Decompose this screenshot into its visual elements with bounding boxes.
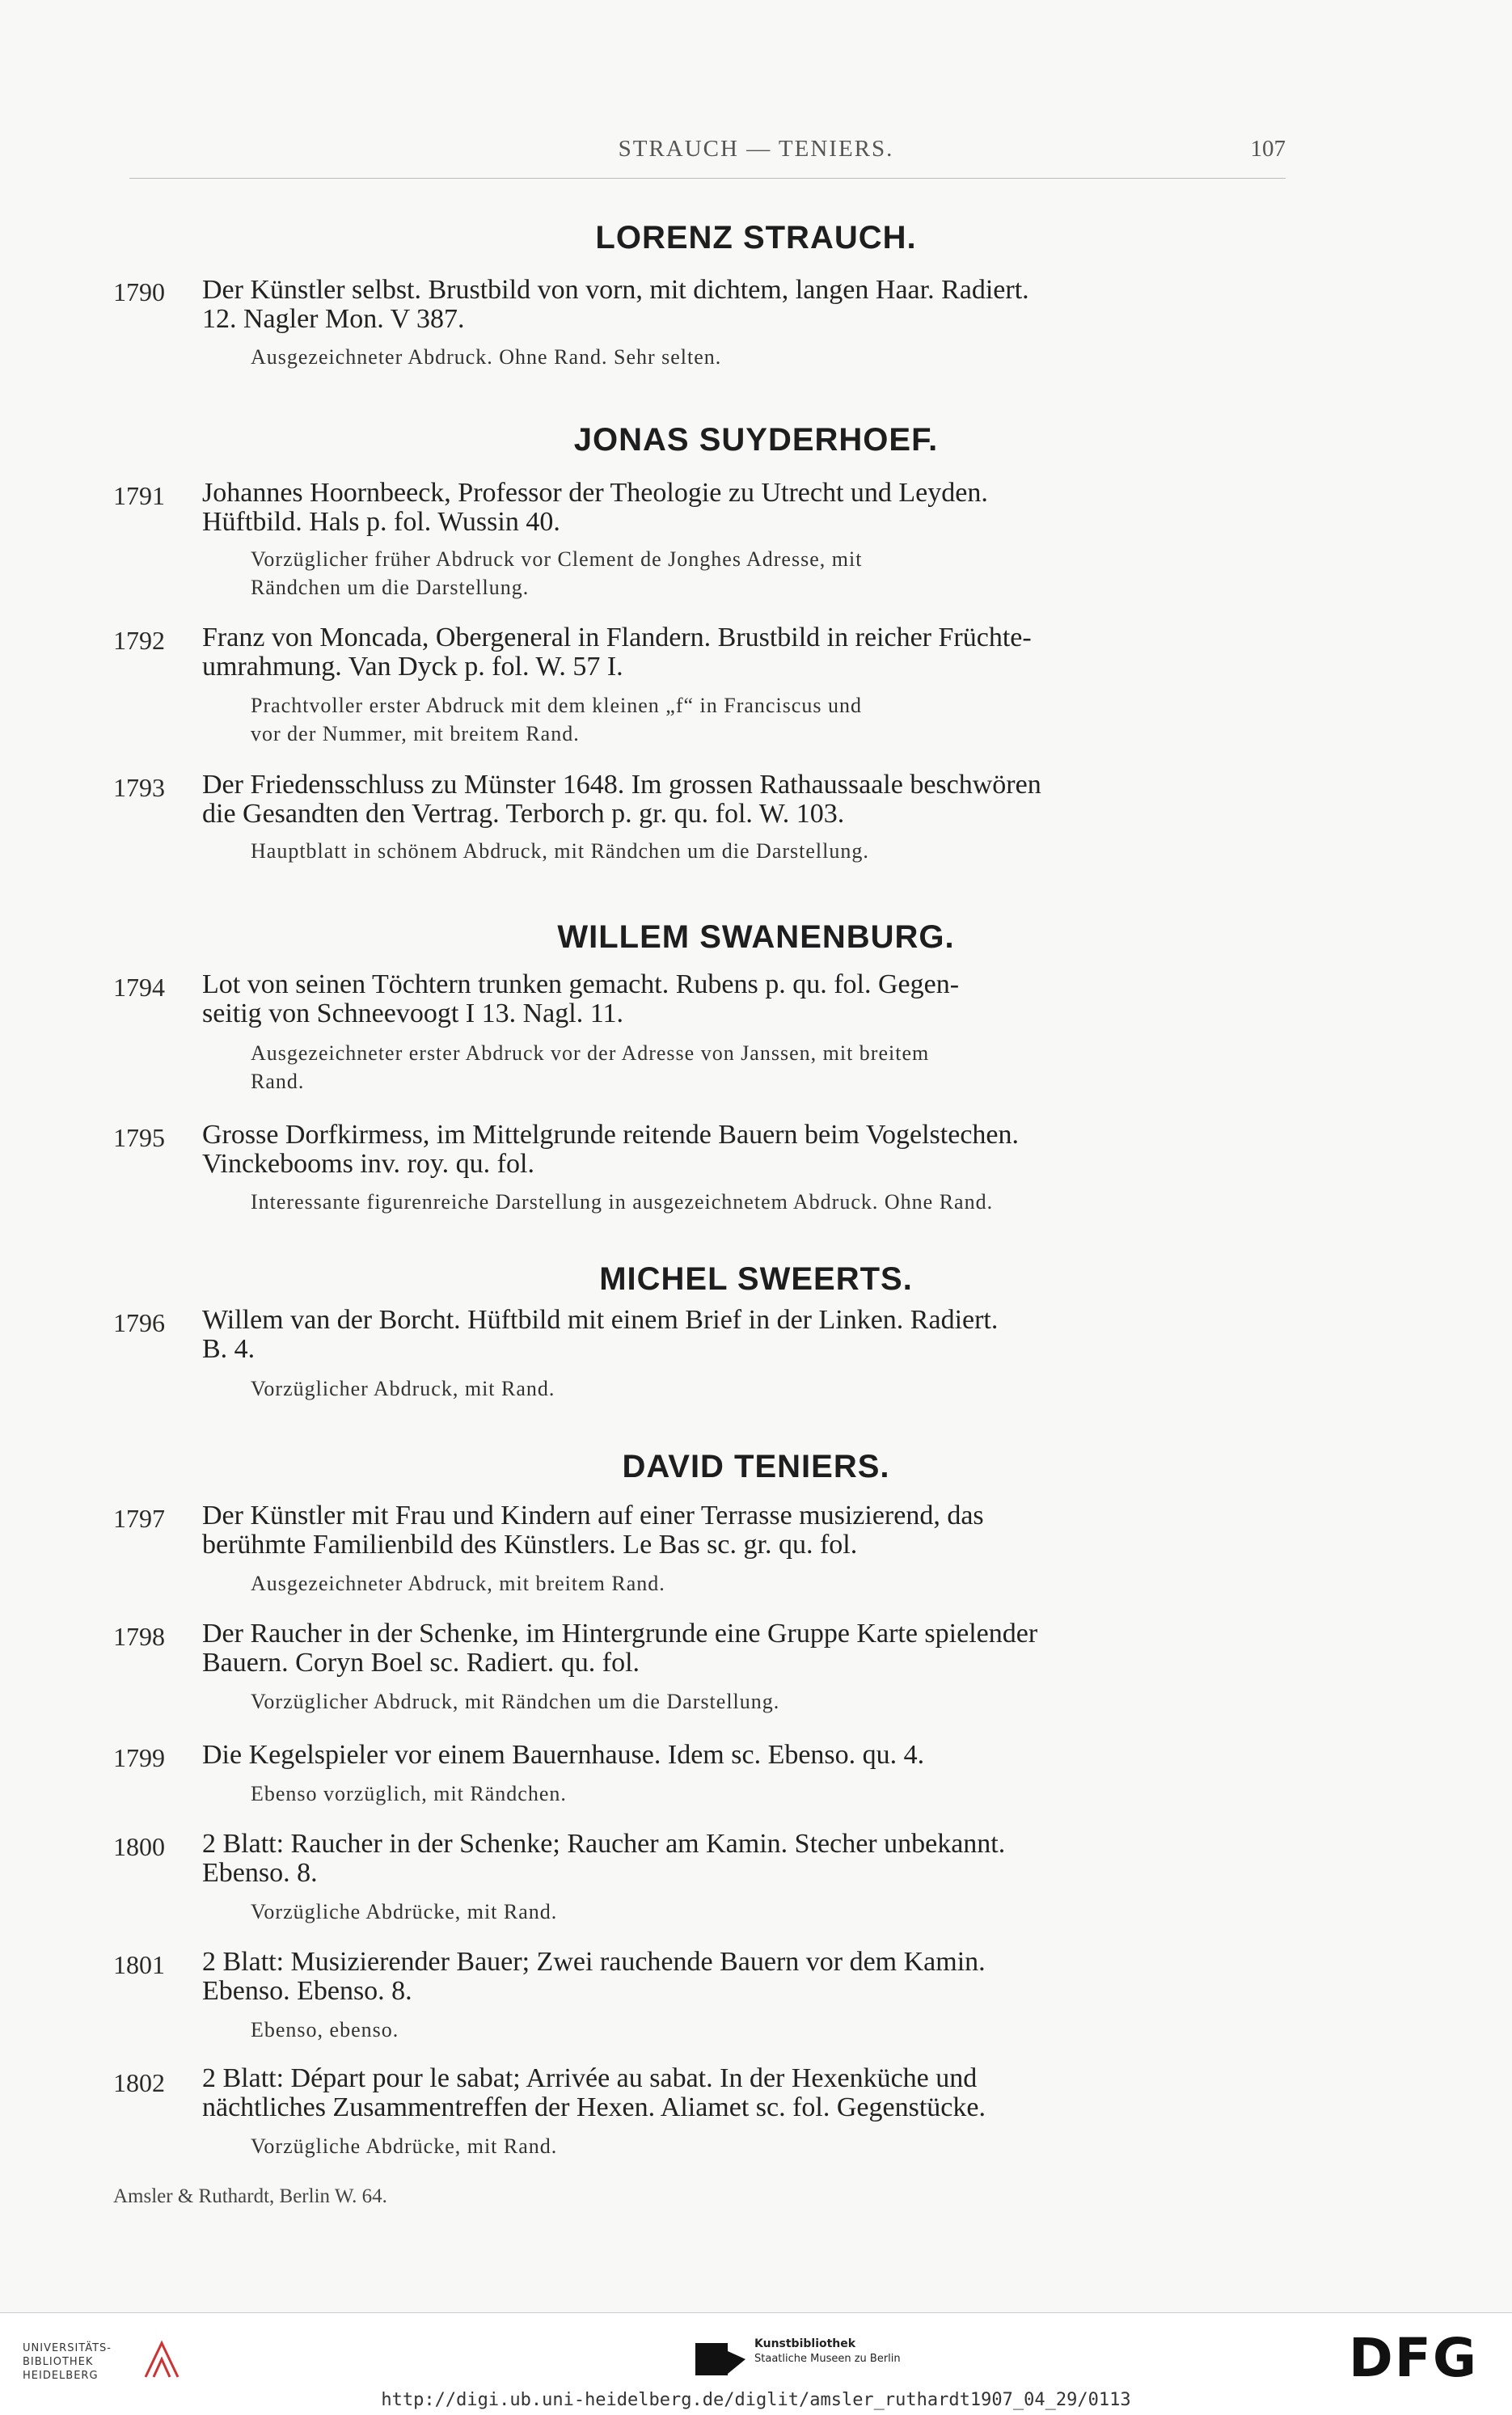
viewer-footer	[0, 2312, 1512, 2415]
kb-title: Kunstbibliothek	[754, 2337, 856, 2350]
entry-text: Grosse Dorfkirmess, im Mittelgrunde reitende Bauern beim Vogelstechen.	[202, 1120, 1020, 1150]
entry-text: 2 Blatt: Départ pour le sabat; Arrivée au sabat. In der Hexenküche und	[202, 2063, 978, 2093]
entry-number: 1800	[113, 1832, 165, 1861]
entry-text: Johannes Hoornbeeck, Professor der Theologie zu Utrecht und Leyden.	[202, 478, 988, 508]
kunstbibliothek-label	[754, 2337, 901, 2366]
footer-divider	[0, 2312, 1512, 2313]
entry-number: 1802	[113, 2068, 165, 2097]
header-rule	[129, 178, 1286, 179]
artist-heading: DAVID TENIERS.	[622, 1449, 890, 1484]
entry-note: Ausgezeichneter Abdruck. Ohne Rand. Sehr selten.	[251, 345, 722, 369]
artist-heading: WILLEM SWANENBURG.	[557, 919, 955, 955]
entry-number: 1798	[113, 1622, 165, 1651]
entry-note: Vorzüglicher Abdruck, mit Rändchen um die Darstellung.	[251, 1690, 780, 1713]
entry-note: Prachtvoller erster Abdruck mit dem kleinen „f“ in Franciscus und	[251, 694, 862, 717]
kb-subtitle: Staatliche Museen zu Berlin	[754, 2353, 901, 2365]
entry-note: Rand.	[251, 1070, 305, 1093]
entry-text: berühmte Familienbild des Künstlers. Le Bas sc. gr. qu. fol.	[202, 1530, 858, 1560]
university-emblem-icon	[137, 2337, 186, 2385]
entry-text: umrahmung. Van Dyck p. fol. W. 57 I.	[202, 652, 623, 682]
entry-note: Ebenso, ebenso.	[251, 2018, 399, 2041]
entry-text: Der Raucher in der Schenke, im Hintergrunde eine Gruppe Karte spielender	[202, 1619, 1038, 1649]
entry-text: Ebenso. Ebenso. 8.	[202, 1976, 412, 2006]
entry-note: Interessante figurenreiche Darstellung in ausgezeichnetem Abdruck. Ohne Rand.	[251, 1190, 994, 1214]
logo-line: HEIDELBERG	[23, 2370, 99, 2382]
entry-number: 1791	[113, 481, 165, 510]
entry-text: Die Kegelspieler vor einem Bauernhause. Idem sc. Ebenso. qu. 4.	[202, 1740, 925, 1770]
logo-line: BIBLIOTHEK	[23, 2356, 94, 2368]
dfg-logo[interactable]: DFG	[1349, 2327, 1479, 2389]
entry-note: Ausgezeichneter erster Abdruck vor der Adresse von Janssen, mit breitem	[251, 1041, 930, 1065]
artist-heading: JONAS SUYDERHOEF.	[573, 422, 939, 458]
entry-note: Vorzügliche Abdrücke, mit Rand.	[251, 1900, 558, 1923]
entry-number: 1799	[113, 1743, 165, 1772]
entry-number: 1793	[113, 773, 165, 802]
entry-text: Bauern. Coryn Boel sc. Radiert. qu. fol.	[202, 1648, 640, 1678]
entry-note: Ausgezeichneter Abdruck, mit breitem Rand.	[251, 1572, 665, 1595]
running-head: STRAUCH — TENIERS.	[618, 136, 894, 162]
entry-note: Vorzüglicher Abdruck, mit Rand.	[251, 1377, 555, 1400]
entry-number: 1794	[113, 973, 165, 1002]
artist-heading: LORENZ STRAUCH.	[595, 220, 917, 255]
entry-text: B. 4.	[202, 1334, 256, 1364]
kunstbibliothek-logo-icon[interactable]	[695, 2335, 747, 2382]
entry-note: Ebenso vorzüglich, mit Rändchen.	[251, 1782, 567, 1805]
entry-note: Vorzügliche Abdrücke, mit Rand.	[251, 2134, 558, 2158]
entry-text: Lot von seinen Töchtern trunken gemacht. Rubens p. qu. fol. Gegen-	[202, 969, 960, 999]
entry-note: Hauptblatt in schönem Abdruck, mit Rändchen um die Darstellung.	[251, 839, 869, 863]
entry-number: 1797	[113, 1504, 165, 1533]
entry-text: Der Friedensschluss zu Münster 1648. Im grossen Rathaussaale beschwören	[202, 770, 1041, 800]
entry-note: vor der Nummer, mit breitem Rand.	[251, 722, 580, 745]
entry-text: Ebenso. 8.	[202, 1858, 318, 1888]
entry-number: 1792	[113, 626, 165, 655]
page-number: 107	[1250, 136, 1286, 162]
entry-number: 1790	[113, 277, 165, 306]
permalink-url[interactable]: http://digi.ub.uni-heidelberg.de/diglit/amsler_ruthardt1907_04_29/0113	[381, 2390, 1131, 2410]
entry-text: 12. Nagler Mon. V 387.	[202, 304, 465, 334]
publisher-imprint: Amsler & Ruthardt, Berlin W. 64.	[113, 2185, 387, 2207]
entry-number: 1796	[113, 1308, 165, 1337]
entry-text: Der Künstler selbst. Brustbild von vorn, mit dichtem, langen Haar. Radiert.	[202, 275, 1029, 305]
entry-text: 2 Blatt: Raucher in der Schenke; Raucher am Kamin. Stecher unbekannt.	[202, 1829, 1006, 1859]
entry-text: Willem van der Borcht. Hüftbild mit einem Brief in der Linken. Radiert.	[202, 1305, 999, 1335]
entry-text: Franz von Moncada, Obergeneral in Flandern. Brustbild in reicher Früchte-	[202, 623, 1032, 652]
entry-text: Hüftbild. Hals p. fol. Wussin 40.	[202, 507, 560, 537]
entry-text: Vinckebooms inv. roy. qu. fol.	[202, 1149, 534, 1179]
entry-text: 2 Blatt: Musizierender Bauer; Zwei rauchende Bauern vor dem Kamin.	[202, 1947, 986, 1977]
artist-heading: MICHEL SWEERTS.	[599, 1261, 913, 1297]
entry-note: Rändchen um die Darstellung.	[251, 576, 530, 599]
entry-note: Vorzüglicher früher Abdruck vor Clement de Jonghes Adresse, mit	[251, 547, 863, 571]
university-library-logo[interactable]	[23, 2341, 112, 2383]
entry-text: seitig von Schneevoogt I 13. Nagl. 11.	[202, 999, 623, 1028]
entry-text: die Gesandten den Vertrag. Terborch p. gr. qu. fol. W. 103.	[202, 799, 845, 829]
entry-text: Der Künstler mit Frau und Kindern auf einer Terrasse musizierend, das	[202, 1501, 984, 1530]
entry-text: nächtliches Zusammentreffen der Hexen. Aliamet sc. fol. Gegenstücke.	[202, 2092, 986, 2122]
entry-number: 1801	[113, 1950, 165, 1979]
logo-line: UNIVERSITÄTS-	[23, 2342, 112, 2354]
entry-number: 1795	[113, 1123, 165, 1152]
